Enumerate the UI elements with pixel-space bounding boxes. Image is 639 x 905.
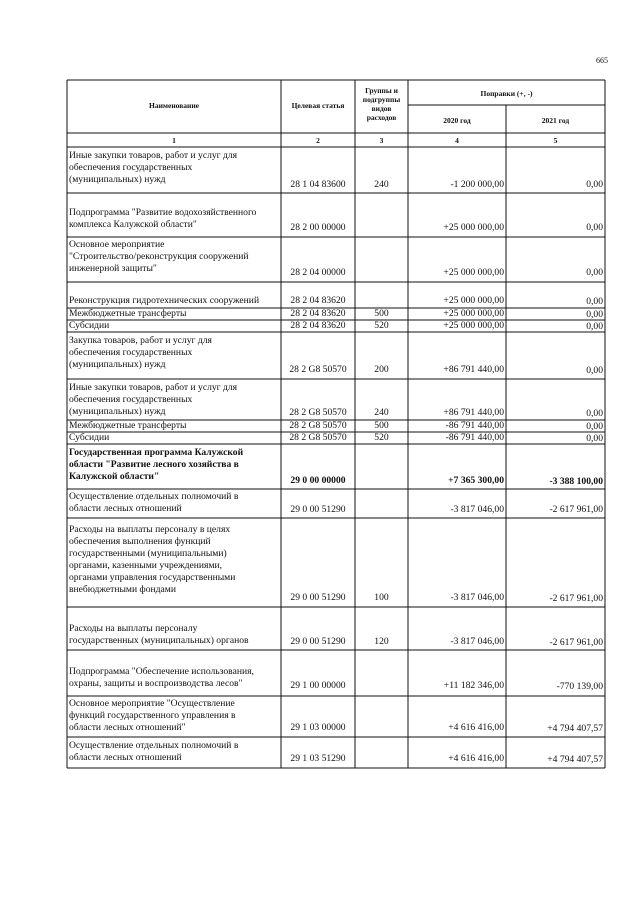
row-2021: -3 388 100,00 [549,476,603,487]
row-name [69,491,238,515]
row-2020: +25 000 000,00 [443,308,504,319]
row-group: 120 [374,636,389,647]
row-name [69,239,249,275]
row-name-line: функций государственного управления в [69,710,236,721]
row-2020: +86 791 440,00 [443,364,504,375]
row-2020: +25 000 000,00 [443,267,504,278]
row-name [69,150,237,186]
header-group-line: видов [371,104,392,113]
header-col-number: 5 [553,136,558,145]
row-code: 29 0 00 51290 [290,636,346,647]
header-amendments: Поправки (+, -) [480,89,533,98]
row-name-line: "Строительство/реконструкция сооружений [69,251,249,262]
row-name-line: Подпрограмма "Обеспечение использования, [69,666,254,677]
row-name-line: Субсидии [69,320,110,331]
header-col-number: 4 [455,136,459,145]
row-name [69,335,212,371]
row-2020: -86 791 440,00 [445,432,504,443]
row-group: 500 [374,420,389,431]
row-2021: -2 617 961,00 [549,504,603,515]
row-group: 500 [374,308,389,319]
header-name: Наименование [149,101,199,110]
row-name-line: Расходы на выплаты персоналу [69,623,198,634]
row-2021: 0,00 [586,408,603,419]
row-name [69,432,109,444]
row-name-line: Субсидии [69,432,110,443]
row-name-line: Осуществление отдельных полномочий в [69,740,239,751]
row-2020: +86 791 440,00 [443,407,504,418]
row-group: 200 [374,364,389,375]
row-2020: +25 000 000,00 [443,320,504,331]
row-2021: 0,00 [586,321,603,332]
header-group-line: подгруппы [362,95,401,104]
row-code: 29 0 00 51290 [290,504,346,515]
row-2020: +7 365 300,00 [448,475,504,486]
row-name-line: Осуществление отдельных полномочий в [69,491,239,502]
row-name-line: обеспечения государственных [69,347,193,358]
header-2021: 2021 год [541,116,570,125]
row-name-line: Калужской области" [69,471,160,482]
row-2020: +25 000 000,00 [443,295,504,306]
row-code: 28 2 G8 50570 [289,407,347,418]
row-2020: +4 616 416,00 [448,753,504,764]
row-2021: 0,00 [586,365,603,376]
row-code: 28 2 G8 50570 [289,432,347,443]
row-name-line: (муниципальных) нужд [69,174,166,185]
row-2020: -86 791 440,00 [445,420,504,431]
row-name-line: (муниципальных) нужд [69,406,166,417]
row-name [69,740,238,764]
header-2020: 2020 год [443,116,471,125]
header-group [355,86,408,122]
row-2020: +11 182 346,00 [443,680,504,691]
row-group: 100 [374,592,389,603]
page-number: 665 [596,56,608,65]
row-name-line: органами управления государственными [69,572,236,583]
row-2021: 0,00 [586,421,603,432]
row-2021: +4 794 407,57 [547,754,603,765]
row-code: 29 1 00 00000 [290,680,346,691]
row-name-line: области лесных отношений [69,503,182,514]
row-name [69,666,254,690]
row-2021: 0,00 [586,179,603,190]
row-name-line: обеспечения выполнения функций [69,536,211,547]
row-2021: 0,00 [586,267,603,278]
row-group: 520 [374,320,389,331]
row-2020: -3 817 046,00 [450,636,504,647]
row-2021: -2 617 961,00 [549,593,603,604]
row-name [69,207,256,231]
row-name-line: государственными (муниципальными) [69,548,227,559]
row-name [69,524,235,596]
row-code: 29 0 00 51290 [290,592,346,603]
row-code: 28 2 G8 50570 [289,364,347,375]
row-2021: 0,00 [586,296,603,307]
row-code: 28 2 00 00000 [290,222,346,233]
header-col-number: 3 [379,136,384,145]
row-code: 29 0 00 00000 [290,475,346,486]
row-code: 28 1 04 83600 [290,179,346,190]
row-name-line: Межбюджетные трансферты [69,308,187,319]
row-name-line: обеспечения государственных [69,394,193,405]
row-name-line: Расходы на выплаты персоналу в целях [69,524,231,535]
row-name [69,295,259,307]
row-name-line: области лесных отношений" [69,722,186,733]
row-code: 29 1 03 00000 [290,722,346,733]
row-code: 28 2 G8 50570 [289,420,347,431]
row-name-line: Реконструкция гидротехнических сооружений [69,295,260,306]
row-code: 28 2 04 00000 [290,267,346,278]
row-2020: -3 817 046,00 [450,592,504,603]
row-name [69,308,186,320]
row-name-line: (муниципальных) нужд [69,359,166,370]
row-name-line: Основное мероприятие [69,239,165,250]
row-2021: -2 617 961,00 [549,637,603,648]
row-name-line: государственных (муниципальных) органов [69,635,249,646]
row-name-line: инженерной защиты" [69,263,157,274]
row-name [69,623,249,647]
row-name [69,698,236,734]
row-2021: 0,00 [586,309,603,320]
row-group: 520 [374,432,389,443]
header-group-line: расходов [366,113,397,122]
row-name [69,420,186,432]
header-code: Целевая статья [291,101,345,110]
row-2021: +4 794 407,57 [547,723,603,734]
row-2020: -3 817 046,00 [450,504,504,515]
row-name-line: Подпрограмма "Развитие водохозяйственного [69,207,257,218]
row-2020: +4 616 416,00 [448,722,504,733]
row-name-line: области "Развитие лесного хозяйства в [69,459,239,470]
row-name-line: обеспечения государственных [69,162,193,173]
row-name-line: Иные закупки товаров, работ и услуг для [69,382,238,393]
header-col-number: 2 [316,136,320,145]
row-name [69,382,237,418]
row-name-line: комплекса Калужской области" [69,219,197,230]
row-2021: -770 139,00 [556,681,603,692]
row-name-line: Иные закупки товаров, работ и услуг для [69,150,238,161]
row-2020: -1 200 000,00 [450,179,504,190]
row-group: 240 [374,179,389,190]
row-code: 28 2 04 83620 [290,308,346,319]
row-2021: 0,00 [586,433,603,444]
row-name-line: Государственная программа Калужской [69,447,244,458]
row-name-line: органами, казенными учреждениями, [69,560,223,571]
row-name-line: внебюджетными фондами [69,584,176,595]
header-col-number: 1 [172,136,176,145]
row-name-line: области лесных отношений [69,752,182,763]
row-name-line: Основное мероприятие "Осуществление [69,698,235,709]
row-2021: 0,00 [586,222,603,233]
header-group-line: Группы и [365,86,398,95]
row-group: 240 [374,407,389,418]
row-name-line: Межбюджетные трансферты [69,420,187,431]
row-code: 28 2 04 83620 [290,295,346,306]
row-code: 28 2 04 83620 [290,320,346,331]
row-name [69,320,109,332]
row-name [69,447,243,483]
row-name-line: охраны, защиты и воспроизводства лесов" [69,678,243,689]
row-2020: +25 000 000,00 [443,222,504,233]
row-name-line: Закупка товаров, работ и услуг для [69,335,212,346]
row-code: 29 1 03 51290 [290,753,346,764]
